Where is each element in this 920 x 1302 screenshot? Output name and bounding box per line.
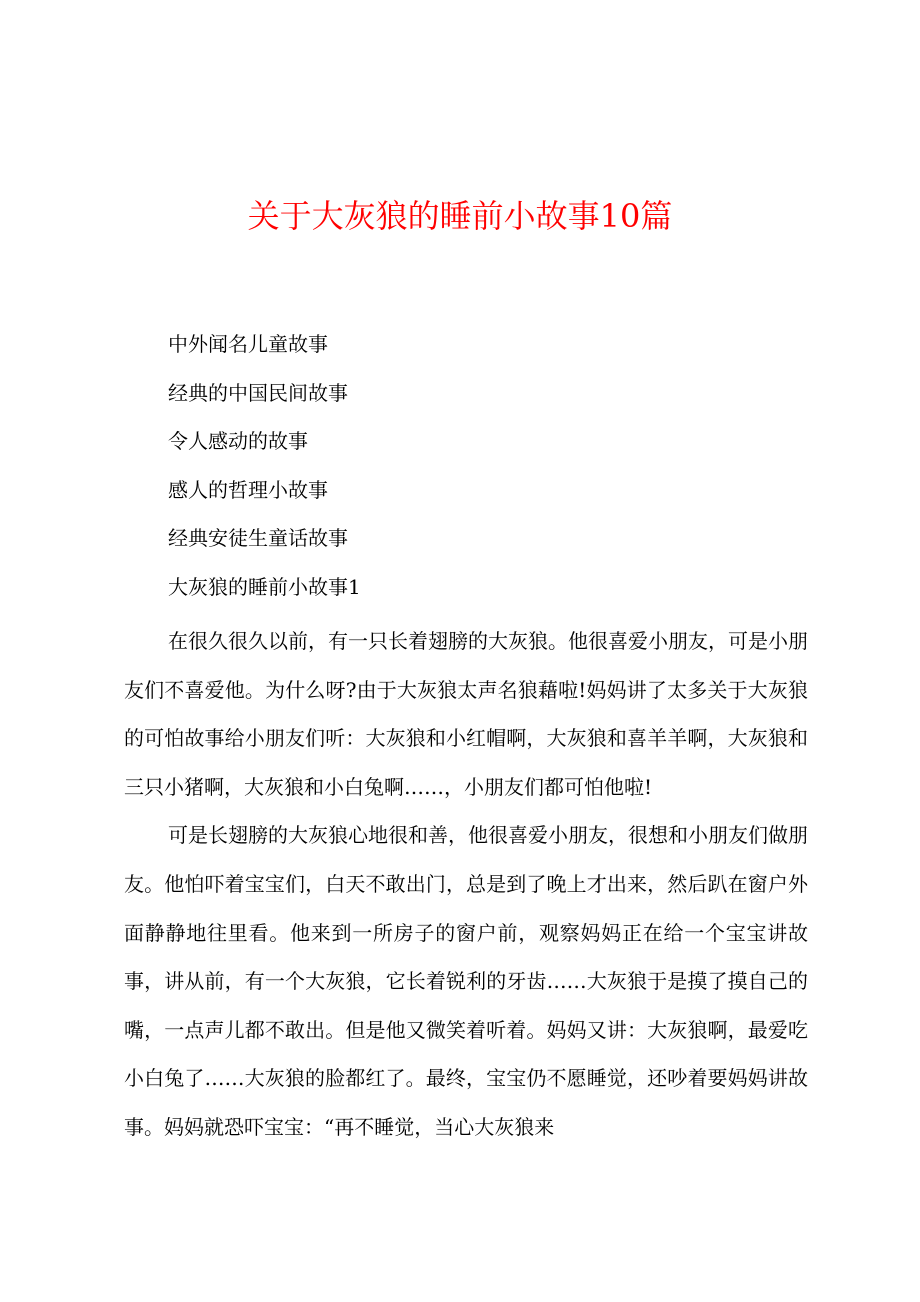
story-body [124,617,808,1152]
related-link[interactable]: 感人的哲理小故事 [168,477,328,502]
related-link[interactable]: 中外闻名儿童故事 [168,332,328,356]
related-links-list [168,329,361,621]
section-heading: 大灰狼的睡前小故事1 [168,574,361,599]
page-title: 关于大灰狼的睡前小故事10篇 [247,197,673,235]
related-link[interactable]: 令人感动的故事 [168,429,308,454]
story-paragraph: 在很久很久以前，有一只长着翅膀的大灰狼。他很喜爱小朋友，可是小朋友们不喜爱他。为什么呀?由于大灰狼太声名狼藉啦!妈妈讲了太多关于大灰狼的可怕故事给小朋友们听：大灰狼和小红帽啊，大灰狼和喜羊羊啊，大灰狼和三只小猪啊，大灰狼和小白兔啊……，小朋友们都可怕他啦! [124,629,808,799]
related-link[interactable]: 经典的中国民间故事 [168,380,348,405]
related-link[interactable]: 经典安徒生童话故事 [168,526,348,551]
story-paragraph: 可是长翅膀的大灰狼心地很和善，他很喜爱小朋友，很想和小朋友们做朋友。他怕吓着宝宝们，白天不敢出门，总是到了晚上才出来，然后趴在窗户外面静静地往里看。他来到一所房子的窗户前，观察妈妈正在给一个宝宝讲故事，讲从前，有一个大灰狼，它长着锐利的牙齿……大灰狼于是摸了摸自己的嘴，一点声儿都不敢出。但是他又微笑着听着。妈妈又讲：大灰狼啊，最爱吃小白兔了……大灰狼的脸都红了。最终，宝宝仍不愿睡觉，还吵着要妈妈讲故事。妈妈就恐吓宝宝：“再不睡觉，当心大灰狼来 [124,823,808,1139]
